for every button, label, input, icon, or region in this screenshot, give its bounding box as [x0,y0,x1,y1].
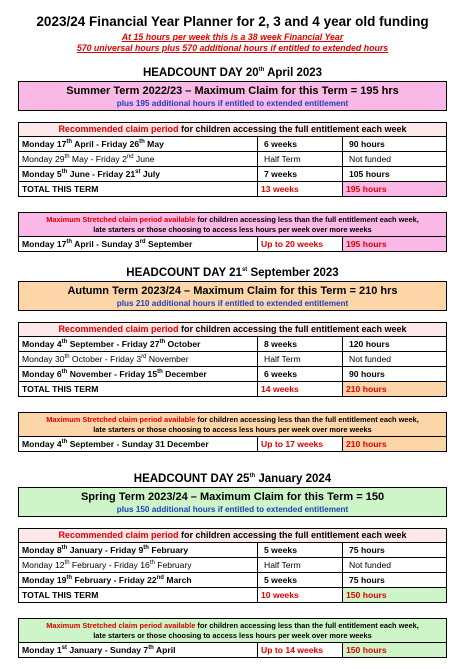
term-title: Autumn Term 2023/24 – Maximum Claim for this Term = 210 hrs [67,285,398,297]
weeks-note: At 15 hours per week this is a 38 week Financial Year [121,32,344,42]
hours-cell: 75 hours [343,543,447,558]
recommended-header: Recommended claim period for children accessing the full entitlement each week [18,122,447,137]
term-banner [18,281,447,311]
weeks-cell: Half Term [258,152,343,167]
planner-title: 2023/24 Financial Year Planner for 2, 3 and 4 year old funding [36,14,429,29]
weeks-cell: 6 weeks [258,137,343,152]
hours-note: 570 universal hours plus 570 additional hours if entitled to extended hours [76,43,389,53]
hours-cell: Not funded [343,558,447,573]
term-title: Summer Term 2022/23 – Maximum Claim for this Term = 195 hrs [66,85,399,97]
weeks-cell: 5 weeks [258,543,343,558]
stretch-date-cell: Monday 1st January - Sunday 7th April [19,643,258,658]
total-label: TOTAL THIS TERM [19,182,258,197]
date-range-cell: Monday 29th May - Friday 2nd June [19,152,258,167]
weeks-cell: 7 weeks [258,167,343,182]
stretch-weeks-cell: Up to 14 weeks [258,643,343,658]
weeks-cell: 5 weeks [258,573,343,588]
hours-cell: 120 hours [343,337,447,352]
stretch-hours-cell: 195 hours [343,237,447,252]
total-weeks: 10 weeks [258,588,343,603]
stretch-hours-cell: 210 hours [343,437,447,452]
total-hours: 150 hours [343,588,447,603]
stretch-hours-cell: 150 hours [343,643,447,658]
term-title: Spring Term 2023/24 – Maximum Claim for this Term = 150 [80,491,385,503]
hours-cell: 105 hours [343,167,447,182]
stretch-date-cell: Monday 17th April - Sunday 3rd September [19,237,258,252]
weeks-cell: Half Term [258,352,343,367]
date-range-cell: Monday 8th January - Friday 9th February [19,543,258,558]
recommended-header: Recommended claim period for children accessing the full entitlement each week [18,528,447,543]
weeks-cell: Half Term [258,558,343,573]
date-range-cell: Monday 6th November - Friday 15th December [19,367,258,382]
date-range-cell: Monday 17th April - Friday 26th May [19,137,258,152]
date-range-cell: Monday 19th February - Friday 22nd March [19,573,258,588]
date-range-cell: Monday 5th June - Friday 21st July [19,167,258,182]
stretch-weeks-cell: Up to 20 weeks [258,237,343,252]
total-weeks: 13 weeks [258,182,343,197]
term-banner [18,81,447,111]
term-banner [18,487,447,517]
total-label: TOTAL THIS TERM [19,382,258,397]
hours-cell: Not funded [343,352,447,367]
term-subtitle: plus 195 additional hours if entitled to extended entitlement [116,99,349,108]
total-hours: 195 hours [343,182,447,197]
stretched-header: Maximum Stretched claim period available for children accessing less than the full entitlement each week, late starters or those choosing to access less hours per week over more weeks [18,212,447,237]
term-subtitle: plus 150 additional hours if entitled to extended entitlement [116,505,349,514]
stretch-date-cell: Monday 4th September - Sunday 31 December [19,437,258,452]
date-range-cell: Monday 30th October - Friday 3rd November [19,352,258,367]
stretched-header: Maximum Stretched claim period available for children accessing less than the full entitlement each week, late starters or those choosing to access less hours per week over more weeks [18,412,447,437]
headcount-day: HEADCOUNT DAY 21st September 2023 [126,267,339,279]
hours-cell: Not funded [343,152,447,167]
recommended-header: Recommended claim period for children accessing the full entitlement each week [18,322,447,337]
weeks-cell: 8 weeks [258,337,343,352]
total-weeks: 14 weeks [258,382,343,397]
date-range-cell: Monday 12th February - Friday 16th February [19,558,258,573]
headcount-day: HEADCOUNT DAY 25th January 2024 [133,473,332,485]
term-subtitle: plus 210 additional hours if entitled to extended entitlement [116,299,349,308]
weeks-cell: 6 weeks [258,367,343,382]
stretch-weeks-cell: Up to 17 weeks [258,437,343,452]
hours-cell: 90 hours [343,367,447,382]
total-hours: 210 hours [343,382,447,397]
hours-cell: 75 hours [343,573,447,588]
total-label: TOTAL THIS TERM [19,588,258,603]
date-range-cell: Monday 4th September - Friday 27th October [19,337,258,352]
headcount-day: HEADCOUNT DAY 20th April 2023 [142,67,323,79]
hours-cell: 90 hours [343,137,447,152]
stretched-header: Maximum Stretched claim period available for children accessing less than the full entitlement each week, late starters or those choosing to access less hours per week over more weeks [18,618,447,643]
